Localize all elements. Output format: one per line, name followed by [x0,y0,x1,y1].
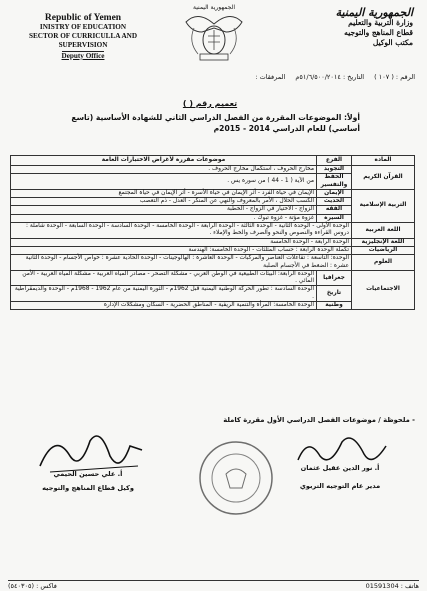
footer [8,580,419,590]
topics-cell: الوحدة: التاسعة : تفاعلات العناصر والمركبات - الوحدة العاشرة : الهالوجينات - الوحدة الحادية عشرة : خواص الأجسام - الوحدة الثانية عشرة : الضغط في الأجسام الصلبة [11,255,352,271]
branch-cell: التجويد [317,166,352,174]
topics-cell: الكسب الحلال ، الأمر بالمعروف والنهي عن المنكر - العدل - ذم التعصب [11,198,317,206]
english-sector: SECTOR OF CURRICULLA AND [28,32,138,40]
subjects-table [10,155,415,310]
branch-cell: تاريخ [317,286,352,302]
signature-left-title: وكيل قطاع المناهج والتوجيه [42,484,134,492]
branch-cell: الفقه [317,206,352,214]
branch-cell: وطنية [317,302,352,310]
arabic-country: الجمهورية اليمنية [335,6,413,19]
subject-cell: القرآن الكريم [352,166,415,190]
footer-phone: هاتف : 01591304 [365,582,419,590]
arabic-office: مكتب الوكيل [372,38,413,47]
signature-right-name: أ. نور الدين عقيل عثمان [300,464,380,472]
footer-fax: فاكس : (٥٤٠٣٠٥) [8,582,57,590]
signature-right [270,464,410,490]
official-stamp-icon [196,438,276,518]
subject-cell: الرياضيات [352,246,415,254]
topics-cell: تكملة الوحدة الرابعة : حساب المثلثات - الوحدة الخامسة: الهندسة [11,246,352,254]
note-text: - ملحوظة / موضوعات الفصل الدراسي الأول مقررة كاملة [223,416,415,424]
english-country: Republic of Yemen [44,13,122,23]
intro-text: أولاً: الموضوعات المقررة من الفصل الدراسي الثاني للشهادة الأساسية (تاسع أساسي) للعام الدراسي 2014 - 2015م [71,113,360,133]
reference-number: الرقم : ( ١٠٧ ) [374,73,415,81]
table-row [11,166,415,174]
reference-attachments: المرفقات : [255,73,286,81]
arabic-sector: قطاع المناهج والتوجيه [344,28,413,37]
header-subject: المادة [352,156,415,166]
english-office: Deputy Office [61,52,105,60]
signature-left [28,470,148,492]
subject-cell: اللغة الإنجليزية [352,238,415,246]
topics-cell: الوحدة الرابعة - الوحدة الخامسة [11,238,352,246]
subject-cell: اللغة العربية [352,223,415,239]
circular-title: تعميم رقم ( ) [182,99,238,108]
reference-line [10,73,415,81]
topics-cell: الوحدة الخامسة: المرأة والتنمية الريفية - المناطق الحضرية - السكان ومشكلات الإدارة [11,302,317,310]
arabic-header [303,8,413,48]
table-row [11,238,415,246]
topics-cell: من الآية ( 1 - 44 ) من سورة يس . [11,174,317,190]
branch-cell: الحفظ والتفسير [317,174,352,190]
topics-cell: الوحدة الرابعة: البيئات الطبيعية في الوطن العربي - مشكلة التصحر - مصادر المياه العربية - مشكلة المياه العربية - الأمن المائي . [11,270,317,286]
topics-cell: غزوة مؤتة - غزوة تبوك . [11,214,317,222]
table-row [11,246,415,254]
subject-cell: التربية الإسلامية [352,189,415,222]
table-row [11,189,415,197]
branch-cell: الحديث [317,198,352,206]
topics-cell: الزواج - الاختيار في الزواج - الخطبة [11,206,317,214]
table-header-row [11,156,415,166]
topics-cell: الوحدة السادسة : تطور الحركة الوطنية اليمنية قبل 1962م - الثورة اليمنية من عام 1962 - 1968م - الوحدة والديمقراطية . [11,286,317,302]
table-row [11,255,415,271]
emblem-caption: الجمهورية اليمنية [192,4,235,11]
subject-cell: العلوم [352,255,415,271]
reference-date: التاريخ : ٥١/٦/٥٠٠/٢٠١٤م [295,73,365,81]
branch-cell: الإيمان [317,189,352,197]
signature-right-title: مدير عام التوجيه التربوي [299,482,381,490]
topics-cell: الإيمان في حياة الفرد - أثر الإيمان في حياة الأسرة - أثر الإيمان في حياة المجتمع [11,189,317,197]
header-branch: الفرع [317,156,352,166]
english-header [18,14,148,61]
topics-cell: مخارج الحروف ، استكمال مخارج الحروف . [11,166,317,174]
signature-left-name: أ. علي حسين الحيمي [53,470,123,478]
subject-cell: الاجتماعيات [352,270,415,309]
table-row [11,270,415,286]
english-sector-2: SUPERVISION [58,41,108,49]
header-topics: موضوعات مقررة لأغراض الاختبارات العامة [11,156,317,166]
topics-cell: الوحدة الأولى - الوحدة الثانية - الوحدة الثالثة - الوحدة الرابعة - الوحدة الخامسة - الوحدة السادسة - الوحدة السابعة - الوحدة شاملة : دروس القراءة والنصوص والنحو والصرف والخط والإملاء . [11,223,352,239]
english-ministry: INISTRY OF EDUCATION [39,23,127,31]
arabic-ministry: وزارة التربية والتعليم [348,18,413,27]
yemen-emblem-icon [178,2,250,66]
branch-cell: السيرة [317,214,352,222]
table-row [11,223,415,239]
branch-cell: جغرافيا [317,270,352,286]
